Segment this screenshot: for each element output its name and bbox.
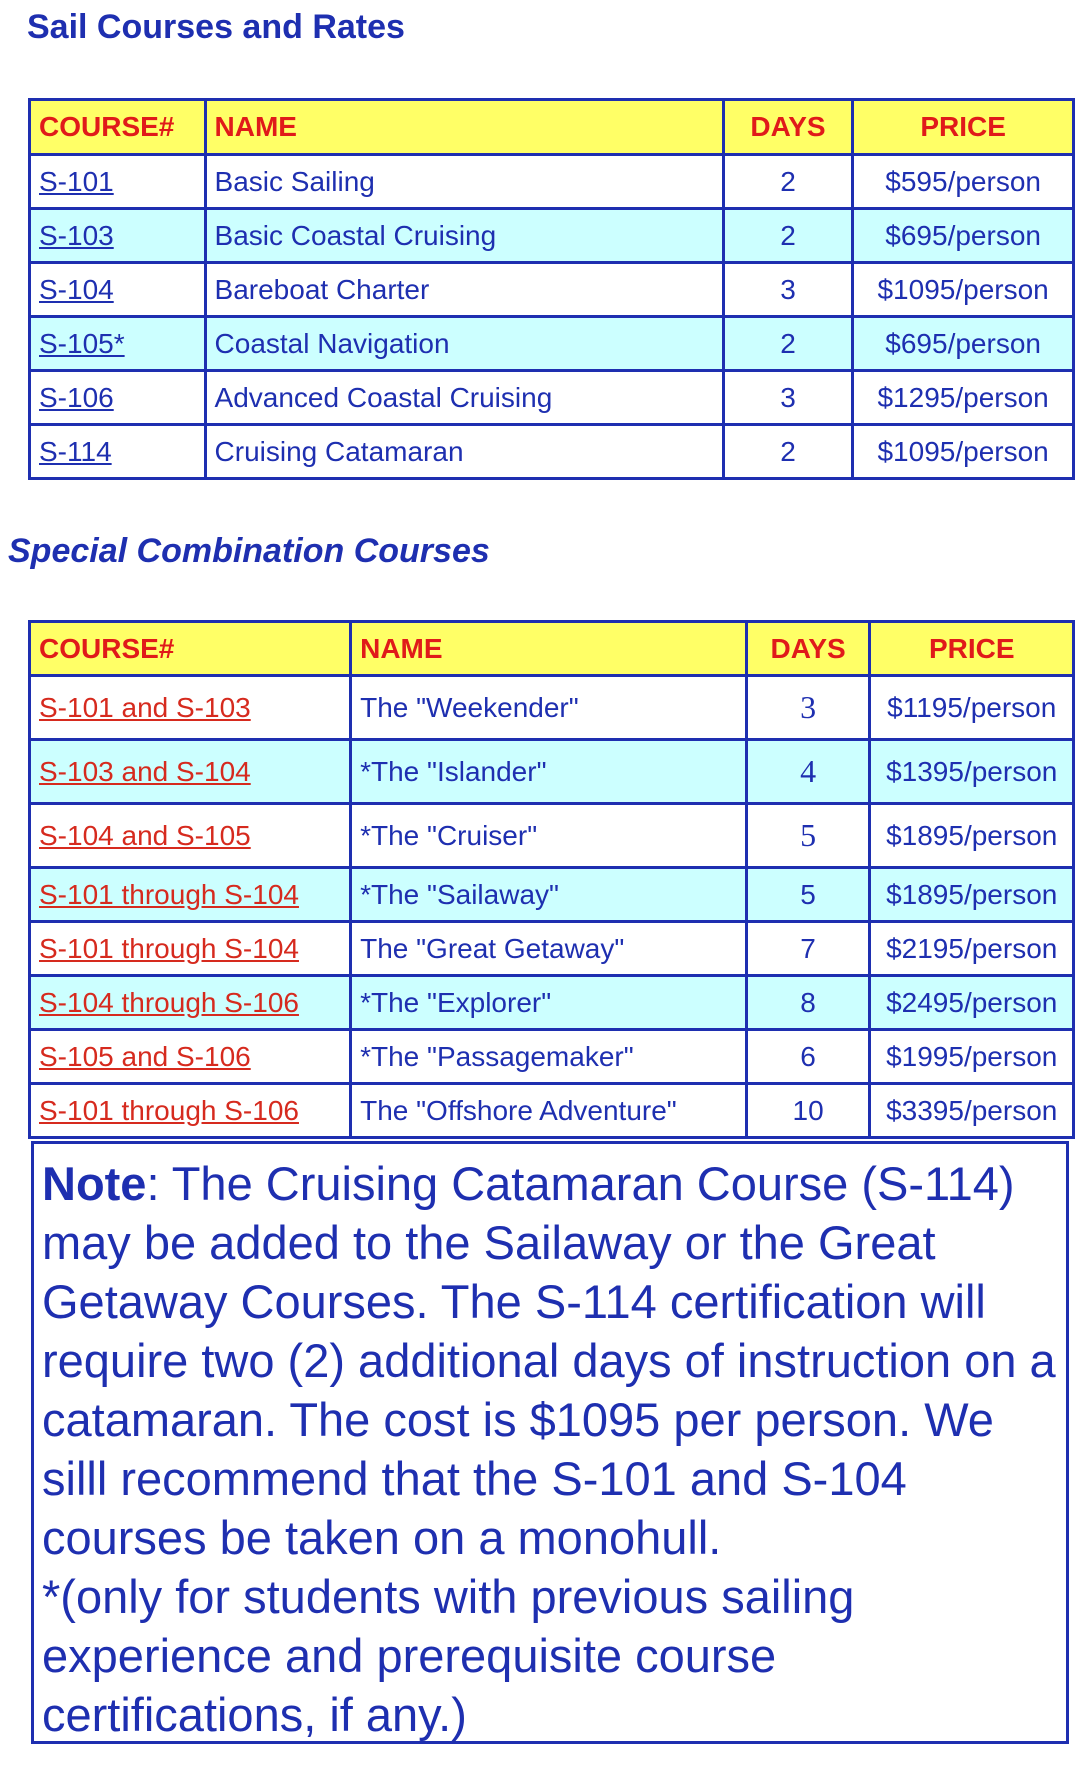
combo-name: *The "Passagemaker" (352, 1031, 745, 1082)
course-link[interactable]: S-106 (39, 381, 114, 413)
combo-course-link[interactable]: S-105 and S-106 (39, 1040, 251, 1072)
combo-name: *The "Explorer" (352, 977, 745, 1028)
course-price: $1095/person (854, 264, 1072, 315)
page-title: Sail Courses and Rates (27, 8, 405, 46)
table-row (31, 805, 1072, 866)
course-days: 3 (725, 264, 852, 315)
combo-price: $1895/person (871, 869, 1072, 920)
header-days: DAYS (725, 101, 852, 153)
combo-days: 6 (748, 1031, 869, 1082)
combo-price: $2495/person (871, 977, 1072, 1028)
table-row (31, 426, 1072, 477)
combo-name: *The "Islander" (352, 741, 745, 802)
course-name: Basic Sailing (207, 156, 722, 207)
combo-course-link[interactable]: S-101 through S-106 (39, 1094, 299, 1126)
combo-course-link[interactable]: S-104 and S-105 (39, 819, 251, 851)
combo-course-link[interactable]: S-101 through S-104 (39, 932, 299, 964)
combo-price: $1995/person (871, 1031, 1072, 1082)
table-header-row (31, 101, 1072, 153)
table-row (31, 923, 1072, 974)
combo-days: 7 (748, 923, 869, 974)
header-price: PRICE (854, 101, 1072, 153)
section-title: Special Combination Courses (8, 532, 490, 570)
table-row (31, 264, 1072, 315)
combo-days: 5 (748, 805, 869, 866)
combo-days: 5 (748, 869, 869, 920)
course-price: $595/person (854, 156, 1072, 207)
table-row (31, 677, 1072, 738)
combo-name: *The "Cruiser" (352, 805, 745, 866)
course-price: $1095/person (854, 426, 1072, 477)
course-price: $695/person (854, 210, 1072, 261)
course-name: Advanced Coastal Cruising (207, 372, 722, 423)
table-row (31, 1031, 1072, 1082)
table-row (31, 210, 1072, 261)
table-header-row (31, 623, 1072, 674)
course-name: Cruising Catamaran (207, 426, 722, 477)
combo-days: 3 (748, 677, 869, 738)
combo-price: $1895/person (871, 805, 1072, 866)
course-price: $695/person (854, 318, 1072, 369)
combo-price: $1395/person (871, 741, 1072, 802)
course-days: 2 (725, 318, 852, 369)
combo-days: 8 (748, 977, 869, 1028)
combination-courses-table (28, 620, 1075, 1139)
course-name: Coastal Navigation (207, 318, 722, 369)
combo-name: *The "Sailaway" (352, 869, 745, 920)
table-row (31, 156, 1072, 207)
header-price: PRICE (871, 623, 1072, 674)
table-row (31, 1085, 1072, 1136)
combo-days: 4 (748, 741, 869, 802)
note-footnote: *(only for students with previous sailing experience and prerequisite course certifications, if any.) (42, 1570, 855, 1741)
header-course: COURSE# (31, 623, 349, 674)
note-label: Note (42, 1157, 147, 1210)
header-course: COURSE# (31, 101, 204, 153)
combo-course-link[interactable]: S-103 and S-104 (39, 755, 251, 787)
combo-name: The "Weekender" (352, 677, 745, 738)
course-days: 2 (725, 156, 852, 207)
table-row (31, 741, 1072, 802)
course-link[interactable]: S-105* (39, 327, 125, 359)
table-row (31, 977, 1072, 1028)
course-link[interactable]: S-103 (39, 219, 114, 251)
table-row (31, 869, 1072, 920)
note-text: : The Cruising Catamaran Course (S-114) may be added to the Sailaway or the Great Getaway Courses. The S-114 certification will require two (2) additional days of instruction on a catamaran. The cost is $1095 per person. We silll recommend that the S-101 and S-104 courses be taken on a monohull. (42, 1157, 1056, 1564)
table-row (31, 372, 1072, 423)
combo-price: $2195/person (871, 923, 1072, 974)
header-days: DAYS (748, 623, 869, 674)
table-row (31, 318, 1072, 369)
course-price: $1295/person (854, 372, 1072, 423)
combo-course-link[interactable]: S-104 through S-106 (39, 986, 299, 1018)
combo-course-link[interactable]: S-101 and S-103 (39, 691, 251, 723)
header-name: NAME (207, 101, 722, 153)
note-box (31, 1141, 1069, 1744)
combo-name: The "Offshore Adventure" (352, 1085, 745, 1136)
course-link[interactable]: S-101 (39, 165, 114, 197)
course-days: 2 (725, 210, 852, 261)
combo-days: 10 (748, 1085, 869, 1136)
combo-name: The "Great Getaway" (352, 923, 745, 974)
combo-price: $3395/person (871, 1085, 1072, 1136)
sail-courses-table (28, 98, 1075, 480)
combo-course-link[interactable]: S-101 through S-104 (39, 878, 299, 910)
course-link[interactable]: S-104 (39, 273, 114, 305)
course-days: 3 (725, 372, 852, 423)
combo-price: $1195/person (871, 677, 1072, 738)
course-name: Bareboat Charter (207, 264, 722, 315)
course-days: 2 (725, 426, 852, 477)
course-name: Basic Coastal Cruising (207, 210, 722, 261)
course-link[interactable]: S-114 (39, 435, 112, 467)
header-name: NAME (352, 623, 745, 674)
